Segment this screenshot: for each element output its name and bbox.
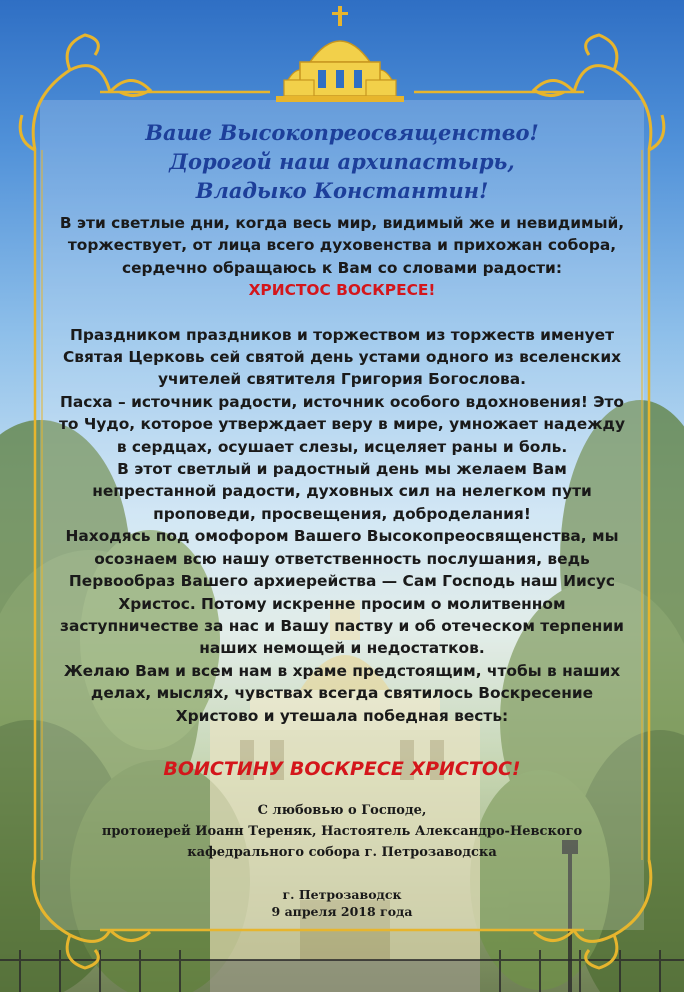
place-date-block bbox=[200, 886, 484, 920]
body-line: Первообраз Вашего архиерейства — Сам Господь наш Иисус bbox=[68, 572, 616, 591]
body-line: Христос. Потому искренне просим о молитвенном bbox=[118, 594, 566, 613]
body-line: Пасха – источник радости, источник особого вдохновения! Это bbox=[59, 392, 624, 411]
body-line: проповеди, просвещения, доброделания! bbox=[153, 504, 531, 523]
body-line: непрестанной радости, духовных сил на нелегком пути bbox=[92, 482, 592, 501]
body-line: Находясь под омофором Вашего Высокопреосвященства, мы bbox=[65, 527, 619, 546]
response-block bbox=[52, 755, 632, 783]
body-line: учителей святителя Григория Богослова. bbox=[157, 370, 527, 389]
body-line: осознаем всю нашу ответственность послушания, ведь bbox=[94, 549, 590, 568]
intro-line: В эти светлые дни, когда весь мир, видимый же и невидимый, bbox=[59, 214, 625, 232]
signature-line-3: кафедрального собора г. Петрозаводска bbox=[187, 845, 497, 860]
title-line-3: Владыко Константин! bbox=[195, 178, 489, 203]
body-line: в сердцах, осушает слезы, исцеляет раны и боль. bbox=[116, 437, 568, 456]
signature-block bbox=[52, 800, 632, 863]
intro-line: торжествует, от лица всего духовенства и прихожан собора, bbox=[67, 236, 617, 255]
body-line: Святая Церковь сей святой день устами одного из вселенских bbox=[62, 348, 622, 367]
easter-greeting: ХРИСТОС ВОСКРЕСЕ! bbox=[248, 281, 436, 300]
title-line-2: Дорогой наш архипастырь, bbox=[169, 149, 515, 174]
body-line: наших немощей и недостатков. bbox=[199, 639, 485, 658]
body-line: делах, мыслях, чувствах всегда святилось Воскресение bbox=[90, 684, 594, 703]
letter-body bbox=[52, 212, 632, 727]
body-line: В этот светлый и радостный день мы желаем Вам bbox=[117, 460, 567, 479]
body-line: Праздником праздников и торжеством из торжеств именует bbox=[70, 325, 614, 344]
city: г. Петрозаводск bbox=[282, 887, 402, 902]
signature-line-2: протоиерей Иоанн Тереняк, Настоятель Александро-Невского bbox=[101, 824, 583, 839]
title-line-1: Ваше Высокопреосвященство! bbox=[145, 120, 539, 145]
intro-line: сердечно обращаюсь к Вам со словами радости: bbox=[122, 258, 562, 277]
response-greeting: ВОИСТИНУ ВОСКРЕСЕ ХРИСТОС! bbox=[163, 758, 521, 780]
date: 9 апреля 2018 года bbox=[271, 904, 413, 919]
body-line: то Чудо, которое утверждает веру в мире, умножает надежду bbox=[58, 415, 626, 434]
body-line: заступничестве за нас и Вашу паству и об отеческом терпении bbox=[60, 616, 624, 635]
address-title bbox=[100, 118, 584, 205]
body-line: Желаю Вам и всем нам в храме предстоящим, чтобы в наших bbox=[63, 661, 621, 680]
body-line: Христово и утешала победная весть: bbox=[175, 706, 509, 725]
signature-line-1: С любовью о Господе, bbox=[257, 803, 427, 818]
